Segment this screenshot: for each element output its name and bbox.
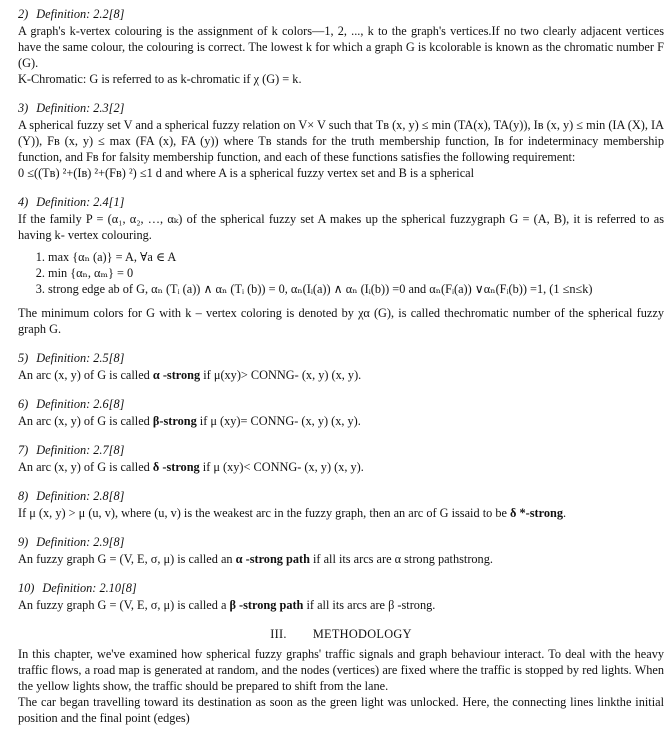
definition-2-2 bbox=[18, 6, 664, 87]
definition-heading: 4) Definition: 2.4[1] bbox=[18, 195, 125, 209]
definition-heading: 3) Definition: 2.3[2] bbox=[18, 101, 125, 115]
definition-heading: 10) Definition: 2.10[8] bbox=[18, 581, 137, 595]
definition-text: If the family P = (α₁, α₂, …, αₖ) of the spherical fuzzy set A makes up the spherical fuzzygraph G = (A, B), it is referred to as having k- vertex colouring. bbox=[18, 212, 664, 242]
definition-text: An arc (x, y) of G is called δ -strong if μ (xy)< CONNG- (x, y) (x, y). bbox=[18, 460, 364, 474]
definition-text: An arc (x, y) of G is called β-strong if μ (xy)= CONNG- (x, y) (x, y). bbox=[18, 414, 361, 428]
definition-text: 0 ≤((Tʙ) ²+(Iʙ) ²+(Fʙ) ²) ≤1 d and where A is a spherical fuzzy vertex set and B is a spherical bbox=[18, 166, 475, 180]
definition-2-3 bbox=[18, 100, 664, 181]
list-item: 1. max {αₙ (a)} = A, ∀a ∈ A bbox=[48, 249, 664, 265]
definition-2-8 bbox=[18, 488, 664, 521]
document-page bbox=[18, 0, 664, 726]
definition-2-5 bbox=[18, 350, 664, 383]
definition-heading: 6) Definition: 2.6[8] bbox=[18, 397, 125, 411]
definition-text: K-Chromatic: G is referred to as k-chromatic if χ (G) = k. bbox=[18, 72, 302, 86]
condition-list bbox=[18, 249, 664, 297]
definition-heading: 2) Definition: 2.2[8] bbox=[18, 7, 125, 21]
body-paragraph: The car began travelling toward its destination as soon as the green light was unlocked. Here, the connecting lines linkthe initial position and the final point (edges) bbox=[18, 695, 664, 725]
definition-2-4 bbox=[18, 194, 664, 337]
definition-text: An fuzzy graph G = (V, E, σ, μ) is called an α -strong path if all its arcs are α strong pathstrong. bbox=[18, 552, 493, 566]
definition-heading: 8) Definition: 2.8[8] bbox=[18, 489, 125, 503]
definition-heading: 9) Definition: 2.9[8] bbox=[18, 535, 125, 549]
definition-2-9 bbox=[18, 534, 664, 567]
list-item: 2. min {αₙ, αₘ} = 0 bbox=[48, 265, 664, 281]
definition-2-7 bbox=[18, 442, 664, 475]
definition-text: The minimum colors for G with k – vertex coloring is denoted by χα (G), is called thechromatic number of the spherical fuzzy graph G. bbox=[18, 306, 664, 336]
definition-text: An arc (x, y) of G is called α -strong if μ(xy)> CONNG- (x, y) (x, y). bbox=[18, 368, 362, 382]
definition-text: If μ (x, y) > μ (u, v), where (u, v) is the weakest arc in the fuzzy graph, then an arc of G issaid to be δ *-strong. bbox=[18, 506, 567, 520]
definition-heading: 7) Definition: 2.7[8] bbox=[18, 443, 125, 457]
list-item: 3. strong edge ab of G, αₙ (Tᵢ (a)) ∧ αₙ (Tᵢ (b)) = 0, αₙ(Iᵢ(a)) ∧ αₙ (Iᵢ(b)) =0 and αₙ(Fᵢ(a)) ∨αₙ(Fᵢ(b)) =1, (1 ≤n≤k) bbox=[48, 281, 664, 297]
definition-heading: 5) Definition: 2.5[8] bbox=[18, 351, 125, 365]
definition-text: A spherical fuzzy set V and a spherical fuzzy relation on V× V such that Tʙ (x, y) ≤ min (TA(x), TA(y)), Iʙ (x, y) ≤ min (IA (X), IA (Y)), Fʙ (x, y) ≤ max (FA (x), FA (y)) where Tʙ stands for the truth membership function, Iʙ for indeterminacy membership function, and Fʙ for falsity membership function, and each of these functions satisfies the following requirement: bbox=[18, 118, 664, 164]
body-paragraph: In this chapter, we've examined how spherical fuzzy graphs' traffic signals and graph behaviour interact. To deal with the heavy traffic flows, a road map is generated at random, and the nodes (vertices) are fixed where the traffic is stopped by red lights. When the yellow lights show, the traffic should be prepared to shift from the lane. bbox=[18, 647, 664, 693]
methodology-section bbox=[18, 646, 664, 726]
definition-text: An fuzzy graph G = (V, E, σ, μ) is called a β -strong path if all its arcs are β -strong. bbox=[18, 598, 436, 612]
definition-text: A graph's k-vertex colouring is the assignment of k colors—1, 2, ..., k to the graph's vertices.If no two clearly adjacent vertices have the same colour, the colouring is correct. The lowest k for which a graph G is kcolorable is known as the chromatic number F (G). bbox=[18, 24, 664, 70]
definition-2-6 bbox=[18, 396, 664, 429]
section-heading: III. METHODOLOGY bbox=[270, 627, 412, 641]
definition-2-10 bbox=[18, 580, 664, 613]
